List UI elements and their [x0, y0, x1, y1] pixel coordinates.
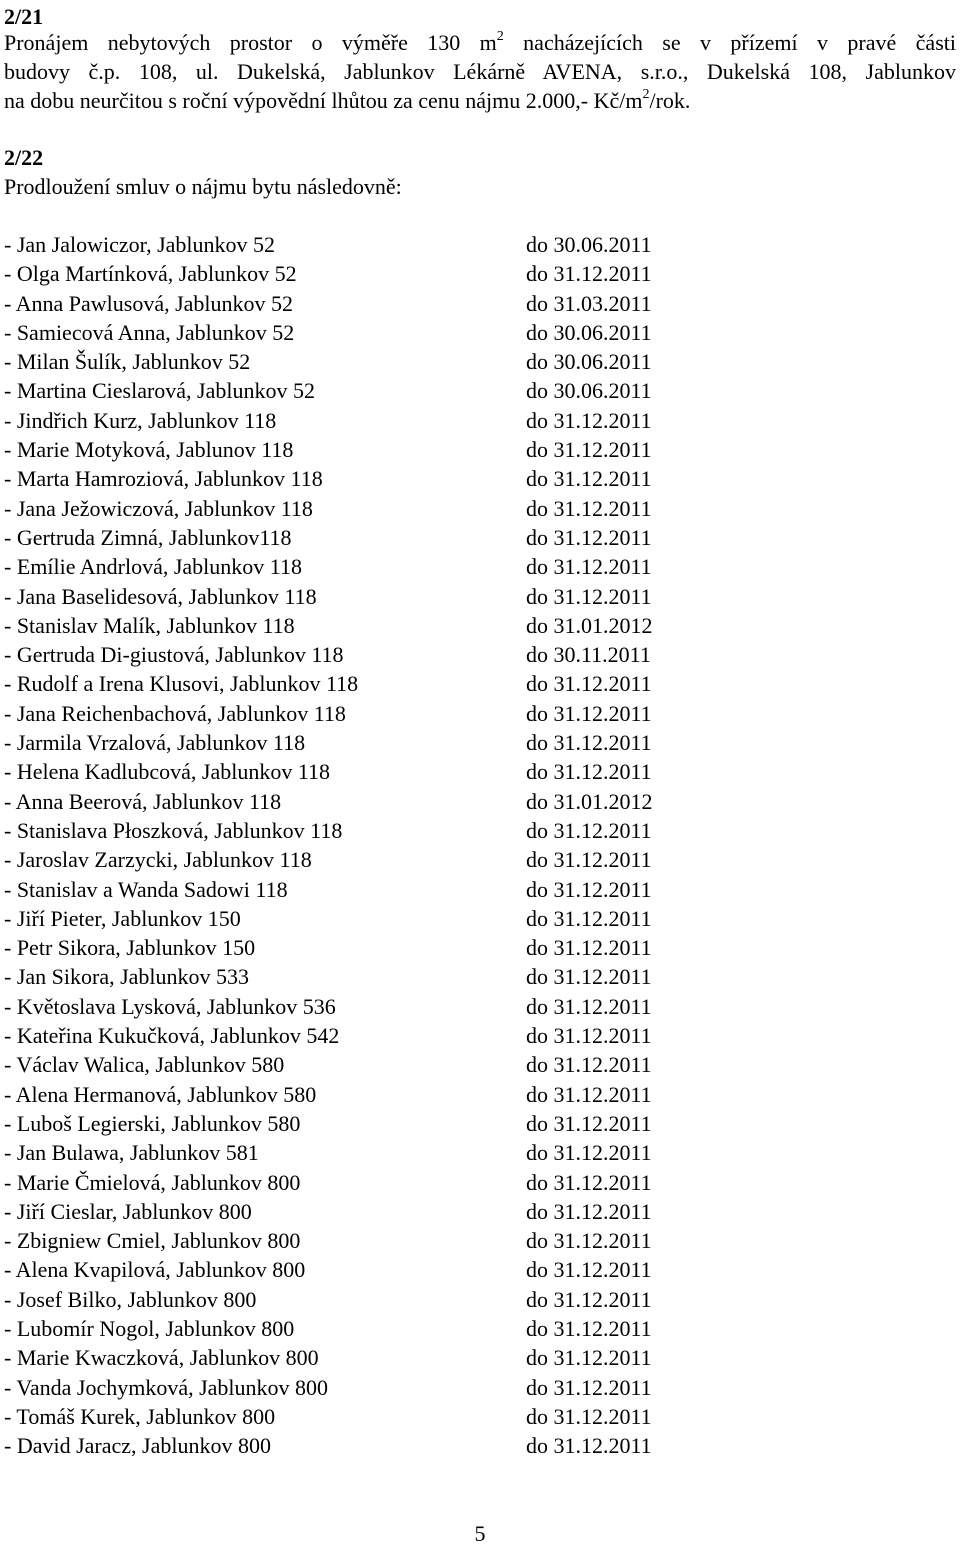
tenant-and-address: - Zbigniew Cmiel, Jablunkov 800	[4, 1228, 301, 1254]
tenant-and-address: - Martina Cieslarová, Jablunkov 52	[4, 378, 315, 404]
list-item	[4, 699, 704, 728]
list-item	[4, 845, 704, 874]
list-item	[4, 1402, 704, 1431]
lease-end-date: do 31.12.2011	[526, 847, 652, 873]
tenant-and-address: - Alena Hermanová, Jablunkov 580	[4, 1081, 317, 1107]
lease-end-date: do 31.12.2011	[526, 554, 652, 580]
list-item	[4, 1021, 704, 1050]
tenant-and-address: - Jana Baselidesová, Jablunkov 118	[4, 583, 317, 609]
lease-end-date: do 31.03.2011	[526, 290, 652, 316]
tenant-and-address: - Luboš Legierski, Jablunkov 580	[4, 1110, 301, 1136]
list-item	[4, 962, 704, 991]
lease-end-date: do 31.12.2011	[526, 671, 652, 697]
lease-end-date: do 31.12.2011	[526, 1081, 652, 1107]
list-item	[4, 289, 704, 318]
lease-extension-list	[4, 230, 704, 1460]
lease-end-date: do 31.12.2011	[526, 1345, 652, 1371]
tenant-and-address: - Stanislava Płoszková, Jablunkov 118	[4, 817, 343, 843]
lease-end-date: do 31.12.2011	[526, 583, 652, 609]
lease-end-date: do 31.12.2011	[526, 700, 652, 726]
lease-end-date: do 31.12.2011	[526, 1228, 652, 1254]
lease-end-date: do 31.01.2012	[526, 788, 653, 814]
tenant-and-address: - Jiří Cieslar, Jablunkov 800	[4, 1198, 252, 1224]
lease-end-date: do 31.12.2011	[526, 495, 652, 521]
list-item	[4, 611, 704, 640]
list-item	[4, 1080, 704, 1109]
lease-end-date: do 31.12.2011	[526, 1198, 652, 1224]
lease-end-date: do 31.12.2011	[526, 1110, 652, 1136]
tenant-and-address: - Jiří Pieter, Jablunkov 150	[4, 905, 241, 931]
lease-end-date: do 31.12.2011	[526, 1433, 652, 1459]
tenant-and-address: - Gertruda Di-giustová, Jablunkov 118	[4, 642, 344, 668]
lease-end-date: do 31.01.2012	[526, 612, 653, 638]
list-item	[4, 904, 704, 933]
list-item	[4, 318, 704, 347]
lease-end-date: do 31.12.2011	[526, 935, 652, 961]
tenant-and-address: - Marie Kwaczková, Jablunkov 800	[4, 1345, 319, 1371]
tenant-and-address: - Jindřich Kurz, Jablunkov 118	[4, 407, 277, 433]
tenant-and-address: - Gertruda Zimná, Jablunkov118	[4, 524, 292, 550]
list-item	[4, 787, 704, 816]
list-item	[4, 1255, 704, 1284]
lease-end-date: do 30.11.2011	[526, 642, 651, 668]
list-item	[4, 816, 704, 845]
list-item	[4, 669, 704, 698]
tenant-and-address: - Helena Kadlubcová, Jablunkov 118	[4, 759, 331, 785]
section-number-2-22: 2/22	[4, 145, 44, 170]
list-item	[4, 1226, 704, 1255]
list-item	[4, 875, 704, 904]
lease-end-date: do 30.06.2011	[526, 319, 652, 345]
lease-end-date: do 31.12.2011	[526, 1257, 652, 1283]
list-item	[4, 230, 704, 259]
list-item	[4, 1373, 704, 1402]
tenant-and-address: - Tomáš Kurek, Jablunkov 800	[4, 1403, 276, 1429]
lease-end-date: do 31.12.2011	[526, 261, 652, 287]
lease-end-date: do 31.12.2011	[526, 1403, 652, 1429]
lease-end-date: do 31.12.2011	[526, 876, 652, 902]
lease-end-date: do 31.12.2011	[526, 1169, 652, 1195]
tenant-and-address: - David Jaracz, Jablunkov 800	[4, 1433, 271, 1459]
lease-end-date: do 31.12.2011	[526, 1374, 652, 1400]
list-item	[4, 582, 704, 611]
tenant-and-address: - Kateřina Kukučková, Jablunkov 542	[4, 1023, 340, 1049]
list-item	[4, 1109, 704, 1138]
list-item	[4, 1285, 704, 1314]
section-2-22-intro: Prodloužení smluv o nájmu bytu následovně:	[4, 174, 402, 199]
list-item	[4, 435, 704, 464]
tenant-and-address: - Jan Sikora, Jablunkov 533	[4, 964, 250, 990]
lease-end-date: do 31.12.2011	[526, 730, 652, 756]
list-item	[4, 464, 704, 493]
tenant-and-address: - Stanislav a Wanda Sadowi 118	[4, 876, 288, 902]
lease-end-date: do 31.12.2011	[526, 817, 652, 843]
tenant-and-address: - Marta Hamroziová, Jablunkov 118	[4, 466, 323, 492]
lease-end-date: do 31.12.2011	[526, 759, 652, 785]
tenant-and-address: - Emílie Andrlová, Jablunkov 118	[4, 554, 302, 580]
lease-end-date: do 31.12.2011	[526, 905, 652, 931]
list-item	[4, 757, 704, 786]
tenant-and-address: - Jaroslav Zarzycki, Jablunkov 118	[4, 847, 312, 873]
tenant-and-address: - Josef Bilko, Jablunkov 800	[4, 1286, 257, 1312]
tenant-and-address: - Rudolf a Irena Klusovi, Jablunkov 118	[4, 671, 359, 697]
lease-end-date: do 31.12.2011	[526, 1140, 652, 1166]
list-item	[4, 494, 704, 523]
tenant-and-address: - Milan Šulík, Jablunkov 52	[4, 349, 251, 375]
lease-end-date: do 31.12.2011	[526, 964, 652, 990]
section-2-21-paragraph	[4, 28, 956, 115]
list-item	[4, 1314, 704, 1343]
tenant-and-address: - Jan Bulawa, Jablunkov 581	[4, 1140, 259, 1166]
list-item	[4, 347, 704, 376]
list-item	[4, 728, 704, 757]
list-item	[4, 552, 704, 581]
lease-end-date: do 31.12.2011	[526, 1315, 652, 1341]
lease-end-date: do 31.12.2011	[526, 993, 652, 1019]
list-item	[4, 1168, 704, 1197]
paragraph-line-1: Pronájem nebytových prostor o výměře 130 $m^2$ nacházejících se v přízemí v pravé části	[4, 28, 956, 55]
list-item	[4, 376, 704, 405]
list-item	[4, 1431, 704, 1460]
tenant-and-address: - Květoslava Lysková, Jablunkov 536	[4, 993, 336, 1019]
tenant-and-address: - Alena Kvapilová, Jablunkov 800	[4, 1257, 306, 1283]
lease-end-date: do 30.06.2011	[526, 378, 652, 404]
tenant-and-address: - Jana Ježowiczová, Jablunkov 118	[4, 495, 313, 521]
list-item	[4, 1138, 704, 1167]
lease-end-date: do 31.12.2011	[526, 407, 652, 433]
tenant-and-address: - Vanda Jochymková, Jablunkov 800	[4, 1374, 329, 1400]
list-item	[4, 1197, 704, 1226]
tenant-and-address: - Samiecová Anna, Jablunkov 52	[4, 319, 295, 345]
list-item	[4, 523, 704, 552]
lease-end-date: do 31.12.2011	[526, 1023, 652, 1049]
paragraph-line-2: budovy č.p. 108, ul. Dukelská, Jablunkov Lékárně AVENA, s.r.o., Dukelská 108, Jablunkov	[4, 59, 956, 84]
section-number-2-21: 2/21	[4, 4, 44, 29]
tenant-and-address: - Petr Sikora, Jablunkov 150	[4, 935, 256, 961]
tenant-and-address: - Stanislav Malík, Jablunkov 118	[4, 612, 295, 638]
tenant-and-address: - Marie Motyková, Jablunov 118	[4, 437, 294, 463]
page-number: 5	[474, 1521, 486, 1546]
list-item	[4, 933, 704, 962]
lease-end-date: do 31.12.2011	[526, 524, 652, 550]
list-item	[4, 992, 704, 1021]
lease-end-date: do 30.06.2011	[526, 232, 652, 257]
tenant-and-address: - Marie Čmielová, Jablunkov 800	[4, 1169, 301, 1195]
lease-end-date: do 30.06.2011	[526, 349, 652, 375]
list-item	[4, 259, 704, 288]
lease-end-date: do 31.12.2011	[526, 1052, 652, 1078]
tenant-and-address: - Jarmila Vrzalová, Jablunkov 118	[4, 730, 306, 756]
tenant-and-address: - Anna Pawlusová, Jablunkov 52	[4, 290, 294, 316]
paragraph-line-3: na dobu neurčitou s roční výpovědní lhůtou za cenu nájmu 2.000,- $Kč/m^2$/rok.	[4, 86, 691, 113]
list-item	[4, 640, 704, 669]
list-item	[4, 1050, 704, 1079]
tenant-and-address: - Václav Walica, Jablunkov 580	[4, 1052, 285, 1078]
tenant-and-address: - Anna Beerová, Jablunkov 118	[4, 788, 282, 814]
tenant-and-address: - Jana Reichenbachová, Jablunkov 118	[4, 700, 346, 726]
lease-end-date: do 31.12.2011	[526, 437, 652, 463]
tenant-and-address: - Olga Martínková, Jablunkov 52	[4, 261, 297, 287]
lease-end-date: do 31.12.2011	[526, 1286, 652, 1312]
list-item	[4, 1343, 704, 1372]
list-item	[4, 406, 704, 435]
tenant-and-address: - Jan Jalowiczor, Jablunkov 52	[4, 232, 276, 257]
lease-end-date: do 31.12.2011	[526, 466, 652, 492]
tenant-and-address: - Lubomír Nogol, Jablunkov 800	[4, 1315, 295, 1341]
